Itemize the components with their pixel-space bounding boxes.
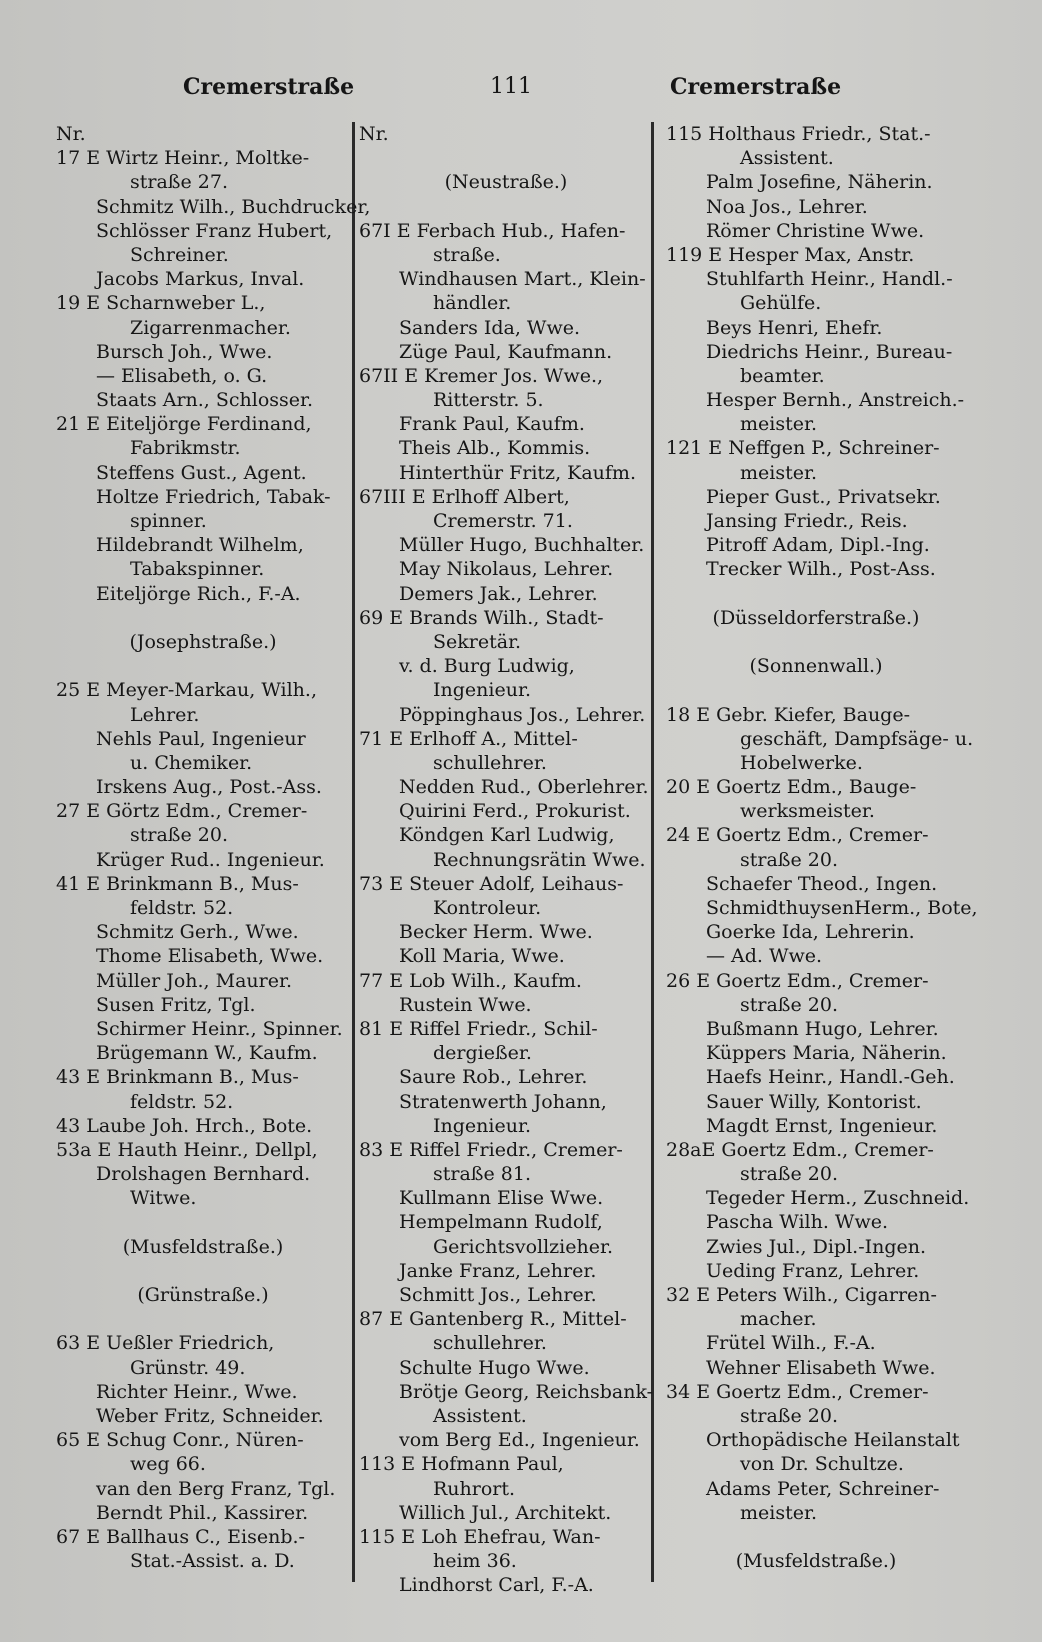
directory-line: straße. xyxy=(433,243,501,266)
directory-line: Pieper Gust., Privatsekr. xyxy=(706,485,941,508)
directory-line: Frütel Wilh., F.-A. xyxy=(706,1332,876,1355)
spacer xyxy=(56,1259,350,1283)
directory-line: straße 20. xyxy=(740,1163,838,1186)
directory-line: 121 E Neffgen P., Schreiner- xyxy=(666,437,940,460)
directory-line: Demers Jak., Lehrer. xyxy=(399,582,598,605)
directory-line: Nr. xyxy=(56,123,86,145)
directory-line: 113 E Hofmann Paul, xyxy=(359,1453,564,1476)
directory-line: Ueding Franz, Lehrer. xyxy=(706,1259,920,1282)
directory-line: schullehrer. xyxy=(433,1332,547,1355)
section-heading: (Josephstraße.) xyxy=(129,630,277,653)
directory-line: Stuhlfarth Heinr., Handl.- xyxy=(706,268,953,291)
directory-line: 20 E Goertz Edm., Bauge- xyxy=(666,776,917,799)
directory-line: 67I E Ferbach Hub., Hafen- xyxy=(359,219,626,242)
directory-line: Schaefer Theod., Ingen. xyxy=(706,872,938,895)
directory-line: Adams Peter, Schreiner- xyxy=(706,1477,940,1500)
directory-line: beamter. xyxy=(740,364,825,387)
directory-line: straße 81. xyxy=(433,1163,531,1186)
directory-line: 53a E Hauth Heinr., Dellpl, xyxy=(56,1138,318,1161)
directory-line: vom Berg Ed., Ingenieur. xyxy=(399,1429,640,1452)
spacer xyxy=(56,654,350,678)
directory-line: 67 E Ballhaus C., Eisenb.- xyxy=(56,1525,305,1548)
directory-line: Grünstr. 49. xyxy=(130,1356,246,1379)
directory-line: Schmitz Gerh., Wwe. xyxy=(96,921,299,944)
directory-line: Richter Heinr., Wwe. xyxy=(96,1380,298,1403)
directory-line: Nr. xyxy=(359,123,389,145)
directory-line: meister. xyxy=(740,413,818,436)
directory-line: 21 E Eiteljörge Ferdinand, xyxy=(56,413,312,436)
directory-line: Bursch Joh., Wwe. xyxy=(96,340,273,363)
page-header xyxy=(0,74,1042,110)
directory-line: Trecker Wilh., Post-Ass. xyxy=(706,558,936,581)
directory-line: Becker Herm. Wwe. xyxy=(399,921,593,944)
directory-line: 43 E Brinkmann B., Mus- xyxy=(56,1066,299,1089)
directory-line: 17 E Wirtz Heinr., Moltke- xyxy=(56,147,310,170)
directory-line: 115 Holthaus Friedr., Stat.- xyxy=(666,123,931,145)
directory-line: Palm Josefine, Näherin. xyxy=(706,171,933,194)
directory-line: straße 20. xyxy=(740,848,838,871)
directory-line: Gerichtsvollzieher. xyxy=(433,1235,614,1258)
directory-line: 18 E Gebr. Kiefer, Bauge- xyxy=(666,703,911,726)
directory-line: Ruhrort. xyxy=(433,1477,516,1500)
directory-line: Ingenieur. xyxy=(433,1114,531,1137)
directory-line: Witwe. xyxy=(130,1187,197,1210)
directory-line: Orthopädische Heilanstalt xyxy=(706,1429,960,1452)
directory-line: Tabakspinner. xyxy=(130,558,265,581)
directory-line: 73 E Steuer Adolf, Leihaus- xyxy=(359,872,624,895)
directory-line: Hempelmann Rudolf, xyxy=(399,1211,603,1234)
section-heading: (Grünstraße.) xyxy=(137,1284,269,1306)
directory-line: Willich Jul., Architekt. xyxy=(399,1501,612,1524)
directory-line: Zigarrenmacher. xyxy=(130,316,291,339)
directory-line: Susen Fritz, Tgl. xyxy=(96,993,256,1016)
directory-line: dergießer. xyxy=(433,1042,532,1065)
directory-line: von Dr. Schultze. xyxy=(740,1453,904,1476)
directory-line: werksmeister. xyxy=(740,800,875,823)
directory-line: Küppers Maria, Näherin. xyxy=(706,1042,947,1065)
directory-line: Nehls Paul, Ingenieur xyxy=(96,727,306,750)
section-heading: (Neustraße.) xyxy=(444,171,568,194)
directory-line: Berndt Phil., Kassirer. xyxy=(96,1501,309,1524)
directory-line: 81 E Riffel Friedr., Schil- xyxy=(359,1017,598,1040)
directory-line: Magdt Ernst, Ingenieur. xyxy=(706,1114,938,1137)
directory-line: — Elisabeth, o. G. xyxy=(96,364,268,387)
directory-line: Ritterstr. 5. xyxy=(433,389,544,412)
directory-line: 32 E Peters Wilh., Cigarren- xyxy=(666,1284,937,1306)
directory-line: Sauer Willy, Kontorist. xyxy=(706,1090,922,1113)
directory-line: Eiteljörge Rich., F.-A. xyxy=(96,582,301,605)
directory-line: Kontroleur. xyxy=(433,897,542,919)
directory-line: Schulte Hugo Wwe. xyxy=(399,1356,590,1379)
directory-line: Schmitt Jos., Lehrer. xyxy=(399,1284,597,1306)
directory-line: Hinterthür Fritz, Kaufm. xyxy=(399,461,636,484)
directory-line: Hesper Bernh., Anstreich.- xyxy=(706,389,965,412)
directory-line: 65 E Schug Conr., Nüren- xyxy=(56,1429,304,1452)
directory-line: Rechnungsrätin Wwe. xyxy=(433,848,646,871)
directory-line: spinner. xyxy=(130,510,207,532)
directory-line: 119 E Hesper Max, Anstr. xyxy=(666,243,915,266)
directory-line: 77 E Lob Wilh., Kaufm. xyxy=(359,969,582,992)
directory-line: Brügemann W., Kaufm. xyxy=(96,1042,318,1065)
directory-line: Schreiner. xyxy=(130,243,229,266)
directory-line: Irskens Aug., Post.-Ass. xyxy=(96,776,322,799)
section-heading: (Sonnenwall.) xyxy=(749,655,883,678)
directory-line: Pitroff Adam, Dipl.-Ing. xyxy=(706,534,930,557)
directory-line: Jacobs Markus, Inval. xyxy=(96,268,305,291)
directory-line: Sekretär. xyxy=(433,630,522,653)
section-heading: (Musfeldstraße.) xyxy=(735,1550,897,1573)
directory-line: Jansing Friedr., Reis. xyxy=(706,510,908,532)
section-heading: (Düsseldorferstraße.) xyxy=(712,606,920,629)
directory-line: Pascha Wilh. Wwe. xyxy=(706,1211,888,1234)
directory-line: Janke Franz, Lehrer. xyxy=(399,1259,597,1282)
page-number: 111 xyxy=(490,74,532,99)
directory-line: 24 E Goertz Edm., Cremer- xyxy=(666,824,929,847)
spacer xyxy=(56,1307,350,1331)
directory-line: Hildebrandt Wilhelm, xyxy=(96,534,304,557)
directory-line: 34 E Goertz Edm., Cremer- xyxy=(666,1380,929,1403)
directory-line: straße 20. xyxy=(740,993,838,1016)
directory-line: straße 20. xyxy=(130,824,228,847)
directory-line: straße 27. xyxy=(130,171,228,194)
directory-line: Theis Alb., Kommis. xyxy=(399,437,591,460)
directory-line: 71 E Erlhoff A., Mittel- xyxy=(359,727,578,750)
column-middle xyxy=(359,122,653,1597)
directory-line: 25 E Meyer-Markau, Wilh., xyxy=(56,679,317,702)
directory-line: Sanders Ida, Wwe. xyxy=(399,316,581,339)
spacer xyxy=(359,195,653,219)
directory-line: schullehrer. xyxy=(433,751,547,774)
spacer xyxy=(56,606,350,630)
directory-line: Holtze Friedrich, Tabak- xyxy=(96,485,331,508)
directory-line: Noa Jos., Lehrer. xyxy=(706,195,868,218)
directory-line: Schmitz Wilh., Buchdrucker, xyxy=(96,195,371,218)
directory-line: Lindhorst Carl, F.-A. xyxy=(399,1574,594,1597)
directory-line: Schlösser Franz Hubert, xyxy=(96,219,333,242)
directory-line: Stat.-Assist. a. D. xyxy=(130,1550,295,1573)
header-right-title: Cremerstraße xyxy=(670,74,842,100)
directory-line: van den Berg Franz, Tgl. xyxy=(96,1477,336,1500)
column-right xyxy=(666,122,978,1573)
directory-line: Steffens Gust., Agent. xyxy=(96,461,307,484)
directory-line: Bußmann Hugo, Lehrer. xyxy=(706,1017,939,1040)
spacer xyxy=(359,146,653,170)
directory-line: Quirini Ferd., Prokurist. xyxy=(399,800,631,823)
directory-line: Cremerstr. 71. xyxy=(433,510,573,532)
directory-line: Thome Elisabeth, Wwe. xyxy=(96,945,324,968)
directory-line: Gehülfe. xyxy=(740,292,822,315)
spacer xyxy=(666,1525,966,1549)
directory-line: 87 E Gantenberg R., Mittel- xyxy=(359,1308,627,1331)
directory-line: Köndgen Karl Ludwig, xyxy=(399,824,615,847)
directory-line: händler. xyxy=(433,292,512,315)
directory-line: Rustein Wwe. xyxy=(399,993,532,1016)
directory-line: Goerke Ida, Lehrerin. xyxy=(706,921,915,944)
directory-line: Brötje Georg, Reichsbank- xyxy=(399,1380,654,1403)
directory-line: Ingenieur. xyxy=(433,679,531,702)
directory-line: 41 E Brinkmann B., Mus- xyxy=(56,872,299,895)
directory-line: Pöppinghaus Jos., Lehrer. xyxy=(399,703,646,726)
directory-line: 67III E Erlhoff Albert, xyxy=(359,485,570,508)
directory-line: Schirmer Heinr., Spinner. xyxy=(96,1017,343,1040)
directory-line: Assistent. xyxy=(433,1404,527,1427)
directory-line: Tegeder Herm., Zuschneid. xyxy=(706,1187,970,1210)
directory-line: Lehrer. xyxy=(130,703,200,726)
directory-line: u. Chemiker. xyxy=(130,751,253,774)
directory-line: meister. xyxy=(740,1501,818,1524)
directory-line: Wehner Elisabeth Wwe. xyxy=(706,1356,936,1379)
directory-line: Haefs Heinr., Handl.-Geh. xyxy=(706,1066,955,1089)
column-divider xyxy=(352,122,355,1582)
spacer xyxy=(56,1210,350,1234)
directory-line: macher. xyxy=(740,1308,817,1331)
directory-line: Koll Maria, Wwe. xyxy=(399,945,565,968)
section-heading: (Musfeldstraße.) xyxy=(122,1235,284,1258)
directory-line: Müller Joh., Maurer. xyxy=(96,969,293,992)
directory-line: Windhausen Mart., Klein- xyxy=(399,268,646,291)
directory-line: 43 Laube Joh. Hrch., Bote. xyxy=(56,1114,313,1137)
directory-line: Krüger Rud.. Ingenieur. xyxy=(96,848,325,871)
directory-line: Müller Hugo, Buchhalter. xyxy=(399,534,645,557)
directory-line: 28aE Goertz Edm., Cremer- xyxy=(666,1138,934,1161)
directory-line: 67II E Kremer Jos. Wwe., xyxy=(359,364,604,387)
directory-line: Züge Paul, Kaufmann. xyxy=(399,340,613,363)
directory-line: 63 E Ueßler Friedrich, xyxy=(56,1332,275,1355)
directory-line: straße 20. xyxy=(740,1404,838,1427)
directory-line: feldstr. 52. xyxy=(130,1090,234,1113)
directory-line: 19 E Scharnweber L., xyxy=(56,292,266,315)
directory-line: May Nikolaus, Lehrer. xyxy=(399,558,614,581)
directory-line: 26 E Goertz Edm., Cremer- xyxy=(666,969,929,992)
directory-line: Hobelwerke. xyxy=(740,751,863,774)
directory-line: Stratenwerth Johann, xyxy=(399,1090,607,1113)
directory-line: Kullmann Elise Wwe. xyxy=(399,1187,604,1210)
directory-line: 115 E Loh Ehefrau, Wan- xyxy=(359,1525,601,1548)
directory-line: v. d. Burg Ludwig, xyxy=(399,655,575,678)
directory-line: meister. xyxy=(740,461,818,484)
directory-line: geschäft, Dampfsäge- u. xyxy=(740,727,974,750)
directory-line: SchmidthuysenHerm., Bote, xyxy=(706,897,978,919)
directory-line: Assistent. xyxy=(740,147,834,170)
directory-line: — Ad. Wwe. xyxy=(706,945,823,968)
directory-line: heim 36. xyxy=(433,1550,517,1573)
directory-line: 27 E Görtz Edm., Cremer- xyxy=(56,800,308,823)
spacer xyxy=(666,630,966,654)
directory-line: Zwies Jul., Dipl.-Ingen. xyxy=(706,1235,927,1258)
directory-line: Drolshagen Bernhard. xyxy=(96,1163,311,1186)
directory-line: Weber Fritz, Schneider. xyxy=(96,1404,324,1427)
directory-line: weg 66. xyxy=(130,1453,206,1476)
spacer xyxy=(666,678,966,702)
directory-line: feldstr. 52. xyxy=(130,897,234,919)
directory-line: 69 E Brands Wilh., Stadt- xyxy=(359,606,604,629)
header-left-title: Cremerstraße xyxy=(183,74,355,100)
spacer xyxy=(666,582,966,606)
directory-line: 83 E Riffel Friedr., Cremer- xyxy=(359,1138,623,1161)
column-left xyxy=(56,122,371,1573)
directory-line: Nedden Rud., Oberlehrer. xyxy=(399,776,649,799)
directory-line: Beys Henri, Ehefr. xyxy=(706,316,883,339)
directory-line: Fabrikmstr. xyxy=(130,437,241,460)
directory-line: Saure Rob., Lehrer. xyxy=(399,1066,588,1089)
directory-line: Frank Paul, Kaufm. xyxy=(399,413,585,436)
directory-line: Römer Christine Wwe. xyxy=(706,219,925,242)
directory-line: Staats Arn., Schlosser. xyxy=(96,389,314,412)
directory-line: Diedrichs Heinr., Bureau- xyxy=(706,340,953,363)
